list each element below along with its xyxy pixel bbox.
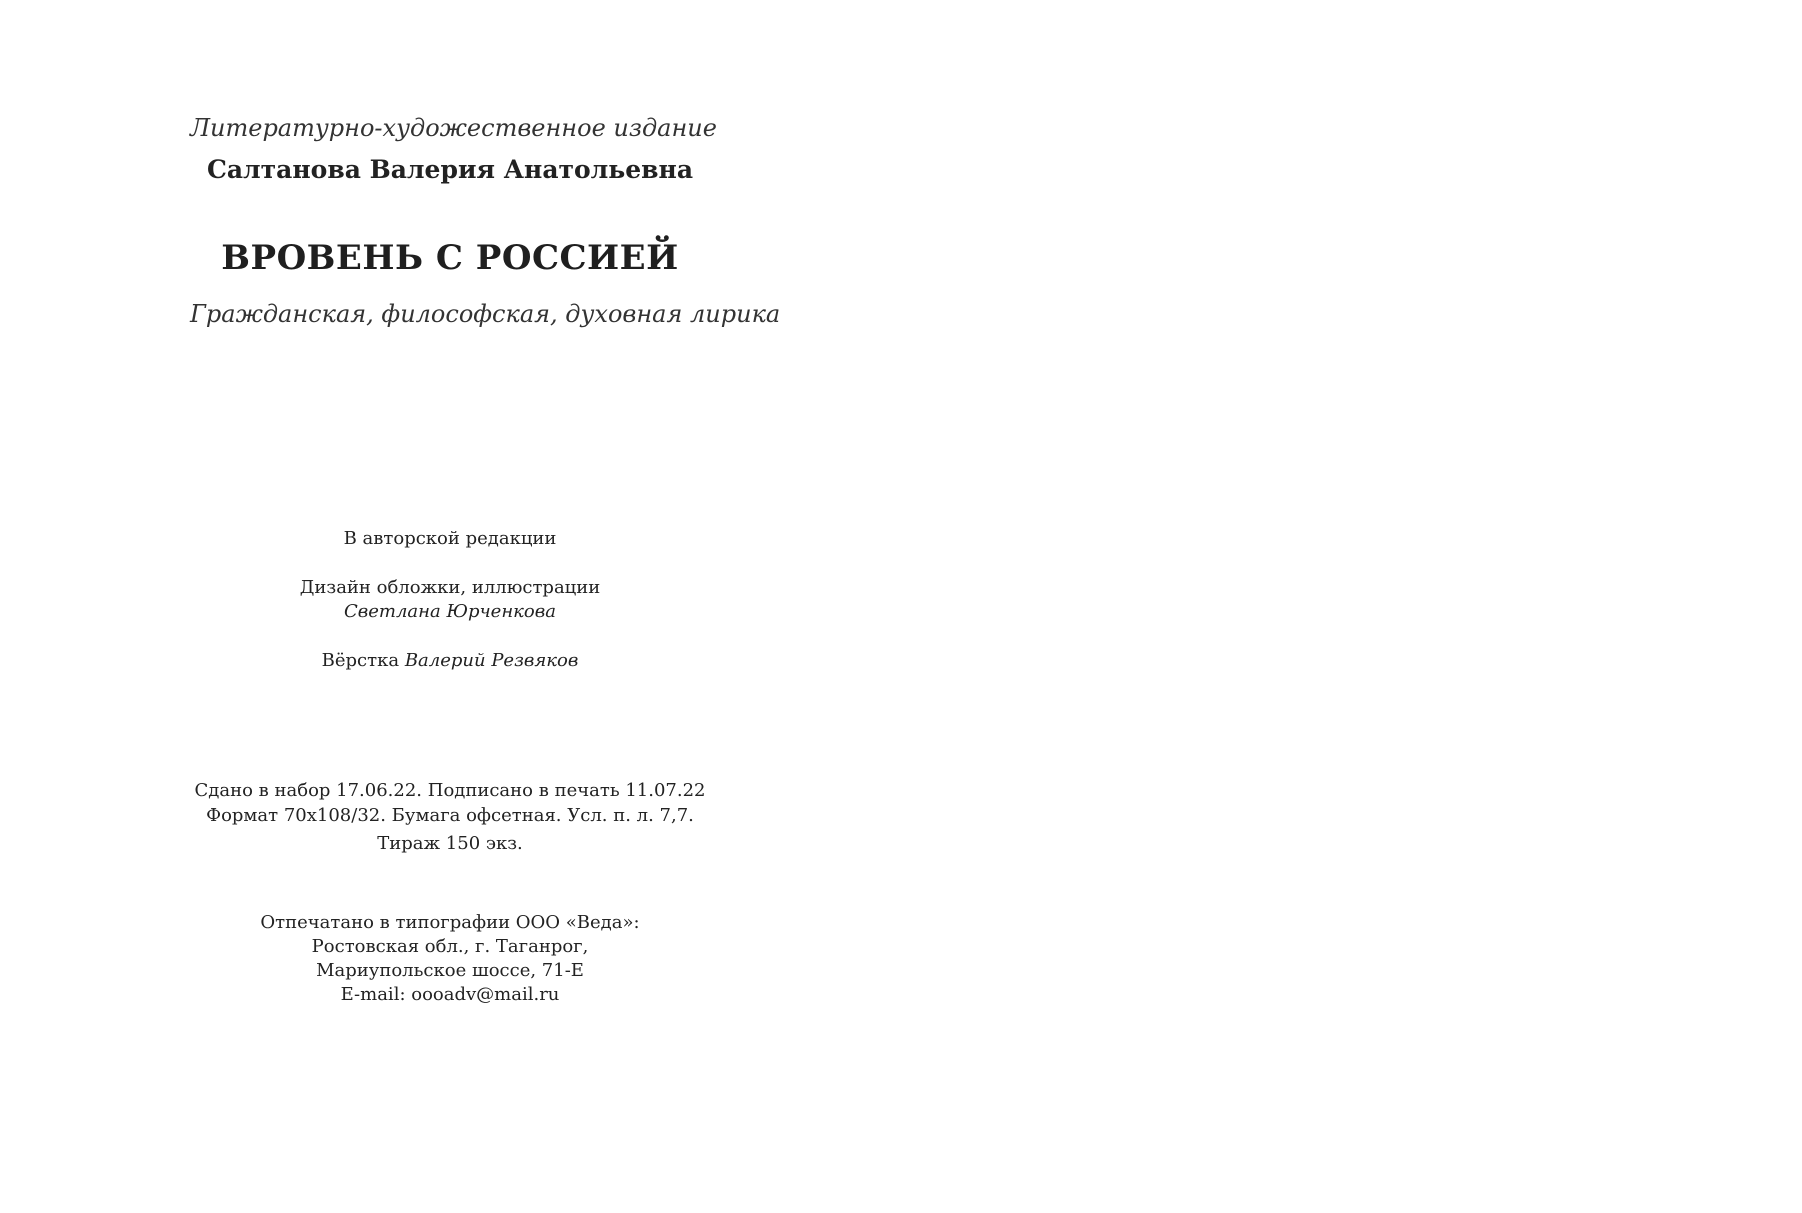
book-title: ВРОВЕНЬ С РОССИЕЙ <box>221 238 679 278</box>
layout-artist: Валерий Резвяков <box>404 650 579 671</box>
layout-credit <box>190 650 710 671</box>
printer-line-1: Отпечатано в типографии ООО «Веда»: <box>260 912 640 933</box>
cover-designer: Светлана Юрченкова <box>344 601 556 622</box>
edition-type: Литературно-художественное издание <box>190 114 717 142</box>
imprint-column <box>190 0 781 1213</box>
print-info-line-1: Сдано в набор 17.06.22. Подписано в печать 11.07.22 <box>194 780 706 801</box>
printer-line-3: Мариупольское шоссе, 71-Е <box>316 960 584 981</box>
cover-designer-name <box>190 601 710 622</box>
printer-line-2: Ростовская обл., г. Таганрог, <box>311 936 589 957</box>
cover-design-label: Дизайн обложки, иллюстрации <box>299 577 601 598</box>
author-name: Салтанова Валерия Анатольевна <box>206 155 694 184</box>
print-info-line-3: Тираж 150 экз. <box>377 833 523 854</box>
book-subtitle: Гражданская, философская, духовная лирика <box>190 300 781 328</box>
printer-email: E-mail: oooadv@mail.ru <box>340 984 560 1005</box>
print-info-line-2: Формат 70x108/32. Бумага офсетная. Усл. п. л. 7,7. <box>206 805 694 826</box>
layout-label: Вёрстка <box>321 650 400 671</box>
editorial-note: В авторской редакции <box>343 528 557 549</box>
